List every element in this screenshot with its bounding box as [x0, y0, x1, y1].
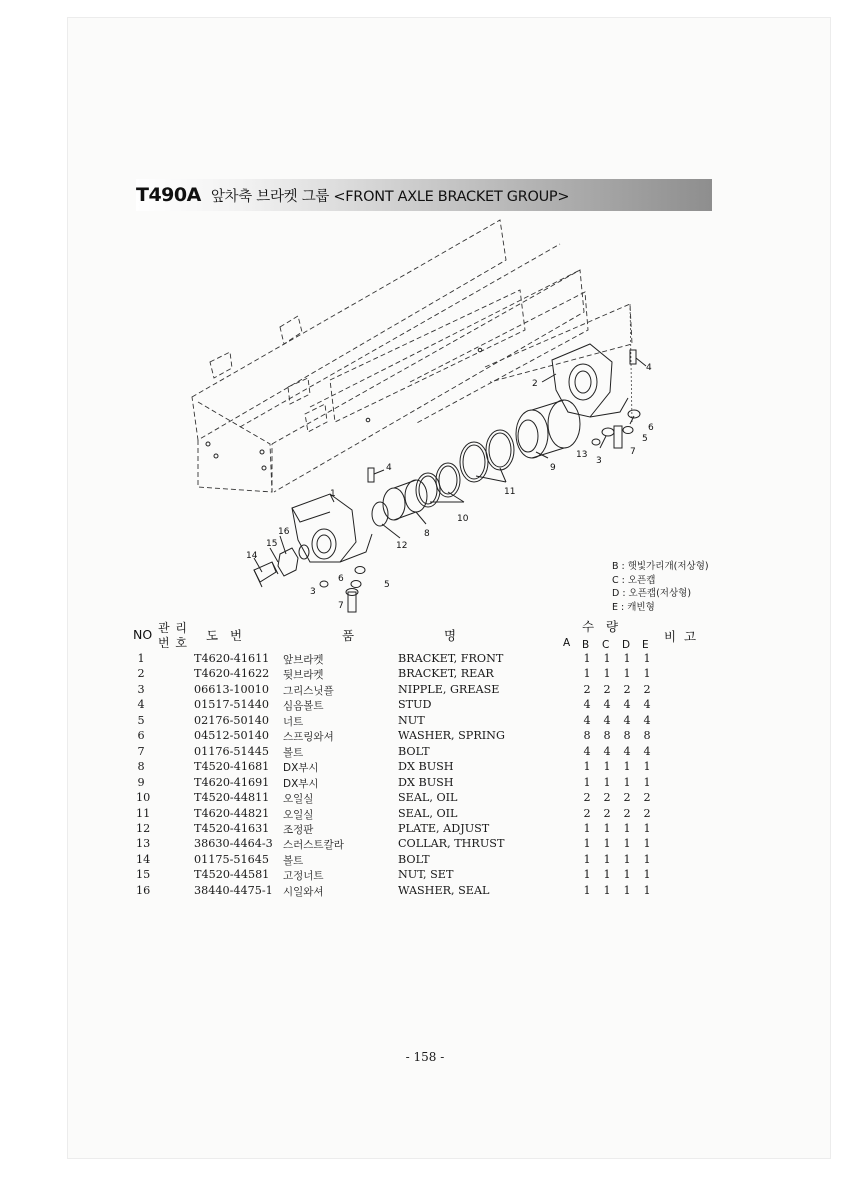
row-name-english: WASHER, SPRING	[398, 729, 505, 743]
row-qty-d: 2	[623, 791, 631, 805]
callout-13: 13	[576, 450, 588, 460]
row-qty-e: 1	[643, 760, 651, 774]
row-name-english: BRACKET, FRONT	[398, 652, 504, 665]
row-qty-d: 4	[623, 698, 631, 712]
callout-12: 12	[396, 541, 408, 551]
row-name-korean: 오일실	[283, 808, 314, 821]
row-part-number: T4520-44811	[194, 791, 270, 805]
row-name-korean: 심음볼트	[283, 700, 324, 713]
row-name-korean: 오일실	[283, 793, 314, 806]
callout-4a: 4	[646, 363, 652, 373]
row-part-number: T4620-41691	[194, 775, 270, 789]
row-name-english: BOLT	[398, 744, 430, 758]
row-name-korean: 앞브라켓	[283, 654, 324, 666]
header-mgmt-top: 관 리	[158, 621, 188, 635]
row-qty-b: 1	[583, 652, 591, 665]
row-part-number: T4620-41611	[194, 652, 270, 665]
table-row	[0, 698, 850, 713]
row-qty-e: 1	[643, 775, 651, 789]
row-qty-d: 2	[623, 682, 631, 696]
row-name-korean: 스러스트칼라	[283, 839, 344, 852]
row-name-korean: 시일와셔	[283, 885, 324, 898]
row-qty-b: 4	[583, 744, 591, 758]
row-qty-c: 4	[603, 744, 611, 758]
row-name-english: SEAL, OIL	[398, 806, 458, 820]
section-code: T490A	[136, 184, 201, 206]
oil-seals-front	[416, 463, 460, 507]
callout-3a: 3	[596, 456, 602, 466]
row-qty-c: 1	[603, 775, 611, 789]
row-name-english: BOLT	[398, 852, 430, 866]
callout-6a: 6	[648, 423, 654, 433]
table-row	[0, 807, 850, 822]
row-qty-d: 1	[623, 868, 631, 882]
table-row	[0, 868, 850, 883]
callout-5a: 5	[642, 434, 648, 444]
front-bracket	[292, 494, 372, 562]
table-row	[0, 822, 850, 837]
header-qty-e: E	[642, 639, 649, 651]
callout-8: 8	[424, 529, 430, 539]
row-part-number: 06613-10010	[194, 682, 269, 696]
row-name-english: PLATE, ADJUST	[398, 821, 490, 835]
table-row	[0, 667, 850, 682]
table-row	[0, 791, 850, 806]
row-qty-b: 8	[583, 729, 591, 743]
table-row	[0, 776, 850, 791]
row-name-korean: 고정너트	[283, 870, 324, 883]
table-row	[0, 853, 850, 868]
row-name-english: COLLAR, THRUST	[398, 837, 505, 851]
row-name-korean: DX부시	[283, 777, 319, 790]
callout-3b: 3	[310, 587, 316, 597]
row-name-korean: 볼트	[283, 746, 304, 759]
header-qty-a: A	[563, 637, 571, 649]
row-qty-c: 4	[603, 698, 611, 712]
callout-6b: 6	[338, 574, 344, 584]
row-no: 9	[137, 775, 145, 789]
section-title: 앞차축 브라켓 그룹 <FRONT AXLE BRACKET GROUP>	[210, 188, 570, 205]
callout-14: 14	[246, 551, 258, 561]
header-qty-b: B	[582, 639, 590, 651]
callout-1: 1	[330, 489, 336, 499]
row-qty-d: 1	[623, 667, 631, 681]
row-no: 5	[137, 713, 145, 727]
row-part-number: 01517-51440	[194, 698, 269, 712]
row-part-number: 38630-4464-3	[194, 837, 273, 851]
leader-lines	[254, 374, 634, 572]
row-qty-c: 1	[603, 667, 611, 681]
row-qty-c: 2	[603, 791, 611, 805]
row-part-number: T4520-41681	[194, 760, 270, 774]
callout-10: 10	[457, 514, 469, 524]
row-part-number: 04512-50140	[194, 729, 269, 743]
row-qty-e: 4	[643, 698, 651, 712]
row-qty-e: 1	[643, 852, 651, 866]
row-qty-e: 1	[643, 821, 651, 835]
frame-outline	[192, 220, 632, 492]
row-qty-e: 1	[643, 652, 651, 665]
row-name-english: NUT	[398, 713, 425, 727]
row-qty-e: 2	[643, 791, 651, 805]
legend-item: E : 캐빈형	[612, 601, 655, 613]
row-qty-b: 1	[583, 883, 591, 897]
callout-9: 9	[550, 463, 556, 473]
header-qty: 수 량	[582, 619, 619, 634]
section-title-bar	[136, 179, 712, 211]
row-qty-b: 1	[583, 868, 591, 882]
row-qty-c: 1	[603, 883, 611, 897]
row-no: 4	[137, 698, 145, 712]
row-no: 16	[136, 883, 151, 897]
row-qty-b: 4	[583, 698, 591, 712]
row-name-english: DX BUSH	[398, 775, 454, 789]
row-qty-b: 1	[583, 667, 591, 681]
callout-4b: 4	[386, 463, 392, 473]
row-name-korean: 뒷브라켓	[283, 669, 324, 682]
row-part-number: T4620-44821	[194, 806, 270, 820]
row-qty-c: 1	[603, 868, 611, 882]
dx-bush-front	[383, 480, 427, 520]
row-name-english: WASHER, SEAL	[398, 883, 490, 897]
stud-top	[630, 350, 646, 366]
row-qty-c: 1	[603, 760, 611, 774]
row-name-english: DX BUSH	[398, 760, 454, 774]
row-qty-b: 2	[583, 682, 591, 696]
row-qty-d: 1	[623, 775, 631, 789]
row-no: 3	[137, 682, 145, 696]
row-qty-e: 4	[643, 744, 651, 758]
row-name-korean: 볼트	[283, 854, 304, 867]
legend-item: B : 햇빛가리개(저상형)	[612, 561, 709, 572]
row-name-english: NUT, SET	[398, 868, 454, 882]
row-part-number: T4520-44581	[194, 868, 270, 882]
row-name-korean: 스프링와셔	[283, 731, 334, 744]
table-row	[0, 745, 850, 760]
row-qty-e: 1	[643, 837, 651, 851]
row-name-korean: 그리스닛플	[283, 684, 334, 697]
row-name-korean: DX부시	[283, 762, 319, 775]
row-qty-e: 4	[643, 713, 651, 727]
row-qty-b: 1	[583, 760, 591, 774]
row-qty-e: 1	[643, 883, 651, 897]
model-legend	[612, 560, 709, 614]
row-qty-d: 1	[623, 852, 631, 866]
table-row	[0, 729, 850, 744]
table-row	[0, 837, 850, 852]
page-number: - 158 -	[405, 1050, 445, 1064]
row-qty-e: 2	[643, 806, 651, 820]
header-qty-c: C	[602, 639, 610, 651]
row-part-number: 01176-51445	[194, 744, 269, 758]
callout-11: 11	[504, 487, 516, 497]
row-qty-e: 1	[643, 667, 651, 681]
header-item: 품	[342, 628, 355, 643]
callout-7b: 7	[338, 601, 344, 611]
row-qty-b: 1	[583, 775, 591, 789]
row-qty-e: 2	[643, 682, 651, 696]
callout-5b: 5	[384, 580, 390, 590]
row-qty-e: 1	[643, 868, 651, 882]
row-part-number: 01175-51645	[194, 852, 269, 866]
row-qty-d: 1	[623, 652, 631, 665]
header-name: 명	[444, 628, 457, 643]
row-name-korean: 조정판	[283, 823, 314, 836]
table-row	[0, 683, 850, 698]
row-qty-c: 2	[603, 682, 611, 696]
row-no: 14	[136, 852, 151, 866]
stud-middle	[368, 468, 374, 482]
row-no: 7	[137, 744, 145, 758]
header-no: NO	[133, 627, 153, 642]
legend-item: D : 오픈캡(저상형)	[612, 588, 692, 599]
row-qty-d: 8	[623, 729, 631, 743]
table-row	[0, 714, 850, 729]
row-name-english: BRACKET, REAR	[398, 667, 494, 681]
table-row	[0, 652, 850, 667]
row-no: 6	[137, 729, 145, 743]
row-qty-b: 2	[583, 806, 591, 820]
row-no: 1	[137, 652, 145, 665]
header-drawing-no: 도 번	[206, 628, 243, 643]
row-no: 12	[136, 821, 151, 835]
header-qty-d: D	[622, 639, 631, 651]
row-no: 13	[136, 837, 151, 851]
callout-7a: 7	[630, 447, 636, 457]
dx-bush-rear	[516, 400, 580, 458]
row-qty-b: 2	[583, 791, 591, 805]
row-part-number: 02176-50140	[194, 713, 269, 727]
row-qty-c: 1	[603, 837, 611, 851]
row-qty-c: 1	[603, 852, 611, 866]
row-name-korean: 너트	[283, 715, 304, 728]
row-no: 11	[136, 806, 151, 820]
row-name-english: NIPPLE, GREASE	[398, 682, 500, 696]
row-qty-b: 1	[583, 837, 591, 851]
row-qty-d: 1	[623, 760, 631, 774]
row-qty-c: 8	[603, 729, 611, 743]
row-qty-e: 8	[643, 729, 651, 743]
table-row	[0, 884, 850, 899]
row-qty-b: 4	[583, 713, 591, 727]
row-qty-b: 1	[583, 852, 591, 866]
row-qty-d: 1	[623, 837, 631, 851]
row-part-number: T4620-41622	[194, 667, 270, 681]
row-no: 15	[136, 868, 151, 882]
callout-15: 15	[266, 539, 278, 549]
oil-seals-rear	[460, 430, 514, 482]
callouts	[246, 363, 654, 611]
table-row	[0, 760, 850, 775]
row-name-english: SEAL, OIL	[398, 791, 458, 805]
row-qty-d: 1	[623, 883, 631, 897]
row-qty-d: 4	[623, 713, 631, 727]
callout-2: 2	[532, 379, 538, 389]
row-part-number: 38440-4475-1	[194, 883, 273, 897]
row-qty-d: 1	[623, 821, 631, 835]
row-no: 8	[137, 760, 145, 774]
front-fasteners	[254, 545, 365, 612]
row-name-english: STUD	[398, 698, 432, 712]
header-mgmt-bottom: 번 호	[158, 636, 188, 650]
row-qty-d: 4	[623, 744, 631, 758]
row-no: 2	[137, 667, 145, 681]
row-qty-c: 1	[603, 821, 611, 835]
row-qty-c: 4	[603, 713, 611, 727]
legend-item: C : 오픈캡	[612, 574, 656, 586]
callout-16: 16	[278, 527, 290, 537]
row-part-number: T4520-41631	[194, 821, 270, 835]
row-qty-b: 1	[583, 821, 591, 835]
row-qty-c: 1	[603, 652, 611, 665]
header-remark: 비 고	[664, 629, 697, 644]
row-qty-c: 2	[603, 806, 611, 820]
row-no: 10	[136, 791, 151, 805]
row-qty-d: 2	[623, 806, 631, 820]
